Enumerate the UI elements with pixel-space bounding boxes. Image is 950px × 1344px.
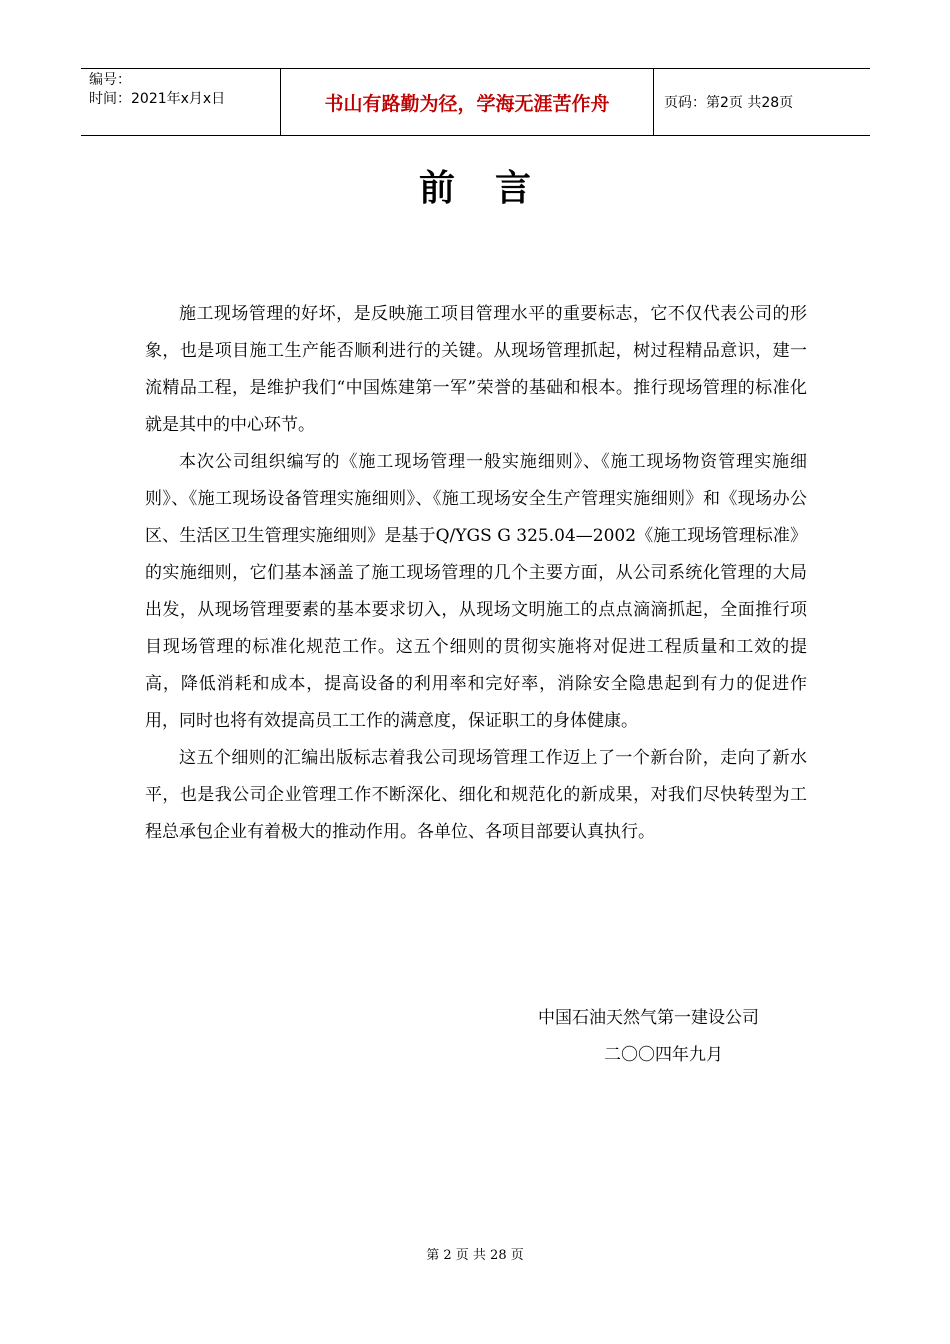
- paragraph: 本次公司组织编写的《施工现场管理一般实施细则》、《施工现场物资管理实施细则》、《施工现场设备管理实施细则》、《施工现场安全生产管理实施细则》和《现场办公区、生活区卫生管理实施细则》是基于Q/YGS G 325.04—2002《施工现场管理标准》的实施细则，它们基本涵盖了施工现场管理的几个主要方面，从公司系统化管理的大局出发，从现场管理要素的基本要求切入，从现场文明施工的点点滴滴抓起，全面推行项目现场管理的标准化规范工作。这五个细则的贯彻实施将对促进工程质量和工效的提高，降低消耗和成本，提高设备的利用率和完好率，消除安全隐患起到有力的促进作用，同时也将有效提高员工工作的满意度，保证职工的身体健康。: [145, 452, 807, 731]
- paragraph: 这五个细则的汇编出版标志着我公司现场管理工作迈上了一个新台阶，走向了新水平，也是我公司企业管理工作不断深化、细化和规范化的新成果，对我们尽快转型为工程总承包企业有着极大的推动作用。各单位、各项目部要认真执行。: [145, 748, 807, 842]
- header-meta: [81, 69, 281, 135]
- paragraph: 施工现场管理的好坏，是反映施工项目管理水平的重要标志，它不仅代表公司的形象，也是项目施工生产能否顺利进行的关键。从现场管理抓起，树过程精品意识，建一流精品工程，是维护我们“中国炼建第一军”荣誉的基础和根本。推行现场管理的标准化就是其中的中心环节。: [145, 304, 807, 435]
- signature-organization: 中国石油天然气第一建设公司: [538, 1008, 759, 1028]
- page-footer: 第 2 页 共 28 页: [426, 1248, 524, 1263]
- page-header: [81, 68, 870, 136]
- document-number-label: 编号：: [89, 72, 131, 88]
- document-body: [145, 296, 807, 851]
- signature-date: 二〇〇四年九月: [604, 1045, 723, 1065]
- header-motto: 书山有路勤为径，学海无涯苦作舟: [281, 69, 654, 135]
- document-title: 前言: [418, 168, 571, 209]
- signature-block: [538, 1000, 798, 1074]
- header-page-info: 页码：第2页 共28页: [664, 95, 794, 111]
- document-time: 时间：2021年x月x日: [89, 91, 226, 107]
